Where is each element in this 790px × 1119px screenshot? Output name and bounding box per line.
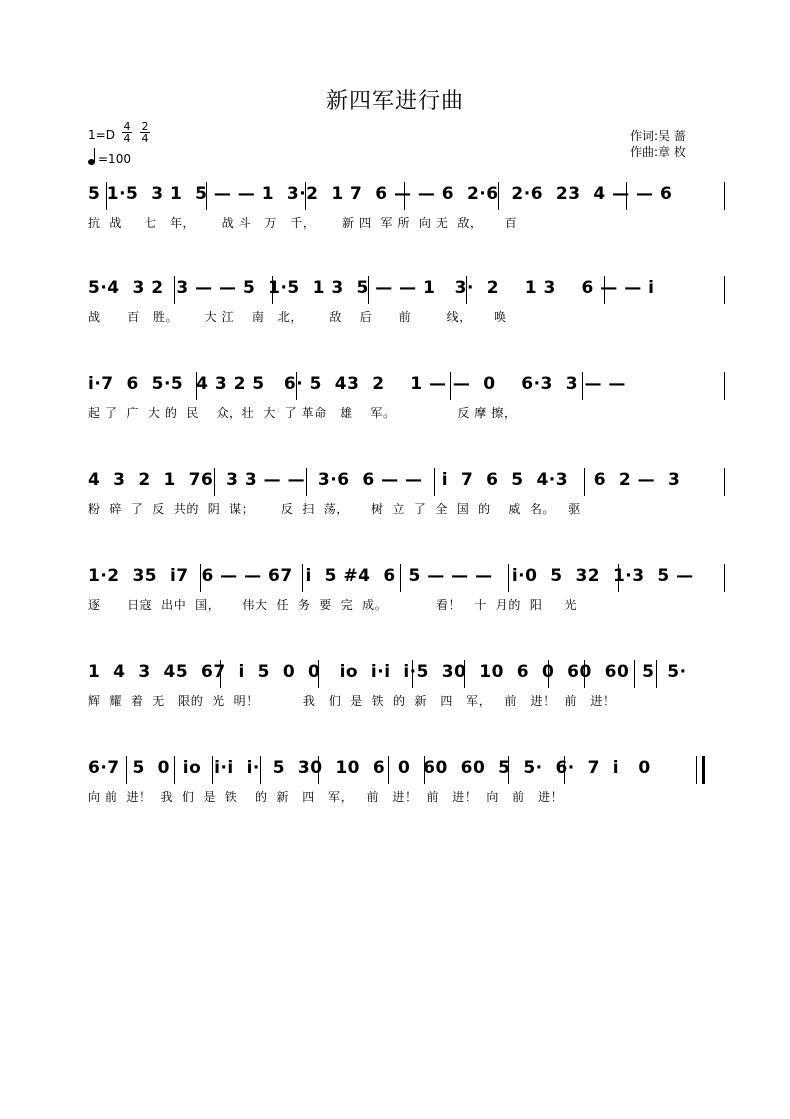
tempo-marking: =100 (88, 152, 131, 166)
score-line-4 (88, 462, 728, 532)
lyrics: 辉 耀 着 无 限的 光 明！ 我 们 是 铁 的 新 四 军， 前 进！ 前 进！ (88, 694, 616, 708)
song-title: 新四军进行曲 (325, 89, 464, 114)
credits (630, 128, 686, 160)
score-line-2 (88, 270, 728, 340)
notation: 6·7 5 0 io i·i i· 5 30 10 6 0 60 60 5 5· 6· 7 i 0 (88, 758, 651, 778)
score-line-7 (88, 750, 728, 820)
score-line-1 (88, 176, 728, 246)
time-signature-2-4: $\frac{2}{4}$ (141, 120, 149, 145)
score-line-6 (88, 654, 728, 724)
notation: 5 1·5 3 1 5 — — 1 3·2 1 7 6 — — 6 2·6 2·6 23 4 — — 6 (88, 184, 673, 204)
lyrics: 抗 战 七 年， 战 斗 万 千， 新 四 军 所 向 无 敌， 百 (88, 216, 518, 230)
time-signature-4-4: $\frac{4}{4}$ (123, 120, 131, 145)
lyricist: 作词:吴 蔷 (630, 129, 686, 143)
score-line-3 (88, 366, 728, 436)
notation: 1·2 35 i7 6 — — 67 i 5 #4 6 5 — — — i·0 5 32 1·3 5 — (88, 566, 694, 586)
key-signature: 1=D (88, 128, 115, 142)
lyrics: 起 了 广 大 的 民 众，壮 大 了 革命 雄 军。 反 摩 擦， (88, 406, 517, 420)
quarter-note-icon (88, 159, 95, 165)
notation: 5·4 3 2 3 — — 5 1·5 1 3 5 — — 1 3· 2 1 3 6 — — i (88, 278, 655, 298)
composer: 作曲:章 枚 (630, 145, 686, 159)
lyrics: 粉 碎 了 反 共的 阴 谋； 反 扫 荡， 树 立 了 全 国 的 威 名。 驱 (88, 502, 581, 516)
score-line-5 (88, 558, 728, 628)
notation: i·7 6 5·5 4 3 2 5 6· 5 43 2 1 — — 0 6·3 3 — — (88, 374, 626, 394)
lyrics: 战 百 胜。 大 江 南 北， 敌 后 前 线， 唤 (88, 310, 507, 324)
notation: 4 3 2 1 76 3 3 — — 3·6 6 — — i 7 6 5 4·3 6 2 — 3 (88, 470, 681, 490)
notation: 1 4 3 45 67 i 5 0 0 io i·i i·5 30 10 6 0 60 60 5 5· (88, 662, 687, 682)
lyrics: 逐 日寇 出中 国， 伟大 任 务 要 完 成。 看！ 十 月的 阳 光 (88, 598, 578, 612)
lyrics: 向 前 进！ 我 们 是 铁 的 新 四 军， 前 进！ 前 进！ 向 前 进！ (88, 790, 564, 804)
